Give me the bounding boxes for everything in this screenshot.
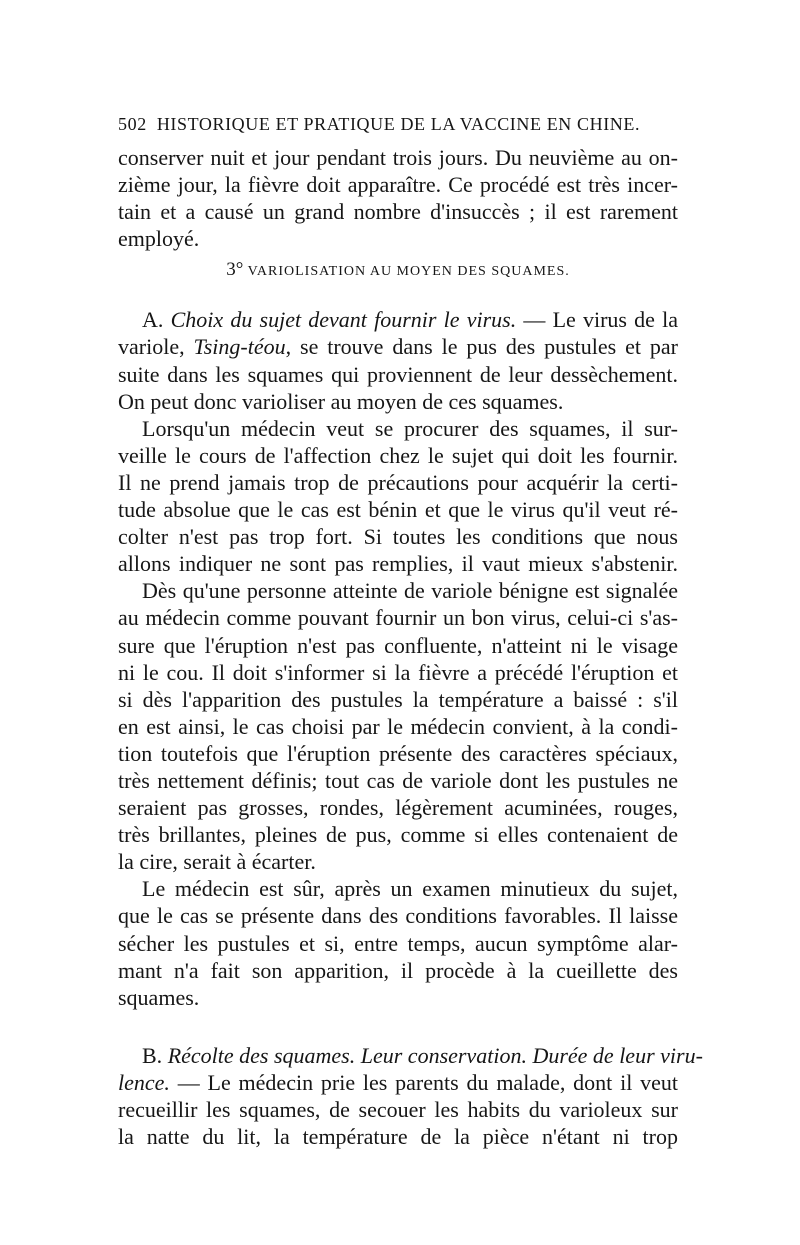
part-b-letter: B. [142,1042,163,1068]
text-line: Lorsqu'un médecin veut se procurer des squames, il sur- [142,415,678,441]
top-paragraph [118,144,678,252]
part-a-letter: A. [142,307,164,333]
running-header [118,112,678,136]
text-line: Il ne prend jamais trop de précautions pour acquérir la certi- [118,469,678,495]
text-fragment: , se trouve dans le pus des pustules et par [285,334,678,360]
text-line: colter n'est pas trop fort. Si toutes les conditions que nous [118,524,678,550]
text-line: Dès qu'une personne atteinte de variole bénigne est signalée [142,578,678,604]
book-page [118,112,703,1150]
text-line: tude absolue que le cas est bénin et que le virus qu'il veut ré- [118,497,678,523]
text-line [118,333,678,360]
text-line: sure que l'éruption n'est pas confluente, n'atteint ni le visage [118,632,678,658]
text-line: mant n'a fait son apparition, il procède à la cueillette des [118,957,678,983]
section-heading [118,258,678,284]
text-line: en est ainsi, le cas choisi par le médecin convient, à la condi- [118,713,678,739]
section-number: 3° [226,259,244,281]
text-line: tain et a causé un grand nombre d'insuccès ; il est rarement [118,199,678,225]
text-line: la natte du lit, la température de la pièce n'étant ni trop [118,1124,678,1150]
text-line: Le médecin est sûr, après un examen minutieux du sujet, [142,876,678,902]
part-b-first-line [118,1042,703,1069]
text-line: au médecin comme pouvant fournir un bon virus, celui-ci s'as- [118,605,678,631]
text-line: zième jour, la fièvre doit apparaître. Ce procédé est très incer- [118,172,678,198]
text-line: recueillir les squames, de secouer les habits du varioleux sur [118,1097,678,1122]
text-line: si dès l'apparition des pustules la température a baissé : s'il [118,686,678,712]
part-a [118,306,678,1010]
part-b-heading: Récolte des squames. Leur conservation. Durée de leur viru- [167,1042,703,1068]
text-line: suite dans les squames qui proviennent de leur dessèchement. [118,361,678,387]
running-title: HISTORIQUE ET PRATIQUE DE LA VACCINE EN CHINE. [156,114,641,134]
text-line: allons indiquer ne sont pas remplies, il vaut mieux s'abstenir. [118,551,678,577]
text-line: employé. [118,226,200,252]
part-a-first-line-rest: — Le virus de la [516,307,678,333]
text-line: conserver nuit et jour pendant trois jours. Du neuvième au on- [118,145,678,170]
part-b [118,1042,703,1150]
text-line: la cire, serait à écarter. [118,849,316,875]
text-line [118,1069,678,1096]
text-fragment: — Le médecin prie les parents du malade, dont il veut [169,1069,678,1095]
part-a-heading: Choix du sujet devant fournir le virus. [170,307,517,333]
text-line: tion toutefois que l'éruption présente des caractères spéciaux, [118,740,678,766]
text-line: sécher les pustules et si, entre temps, aucun symptôme alar- [118,930,678,956]
part-a-first-line [118,306,678,333]
section-title: VARIOLISATION AU MOYEN DES SQUAMES. [247,264,570,280]
term-tsing-teou: Tsing-téou [193,334,286,360]
paragraph-gap [118,1011,678,1042]
text-line: très nettement définis; tout cas de variole dont les pustules ne [118,767,678,793]
text-line: veille le cours de l'affection chez le sujet qui doit les fournir. [118,442,678,468]
text-line: très brillantes, pleines de pus, comme si elles contenaient de [118,822,678,848]
text-line: On peut donc varioliser au moyen de ces squames. [118,388,564,414]
part-b-heading-end: lence. [118,1069,170,1095]
text-line: squames. [118,984,200,1010]
text-line: ni le cou. Il doit s'informer si la fièvre a précédé l'éruption et [118,659,678,685]
text-line: que le cas se présente dans des conditions favorables. Il laisse [118,903,678,929]
text-fragment: variole, [118,334,194,360]
text-line: seraient pas grosses, rondes, légèrement acuminées, rouges, [118,795,678,821]
page-number: 502 [118,114,147,134]
